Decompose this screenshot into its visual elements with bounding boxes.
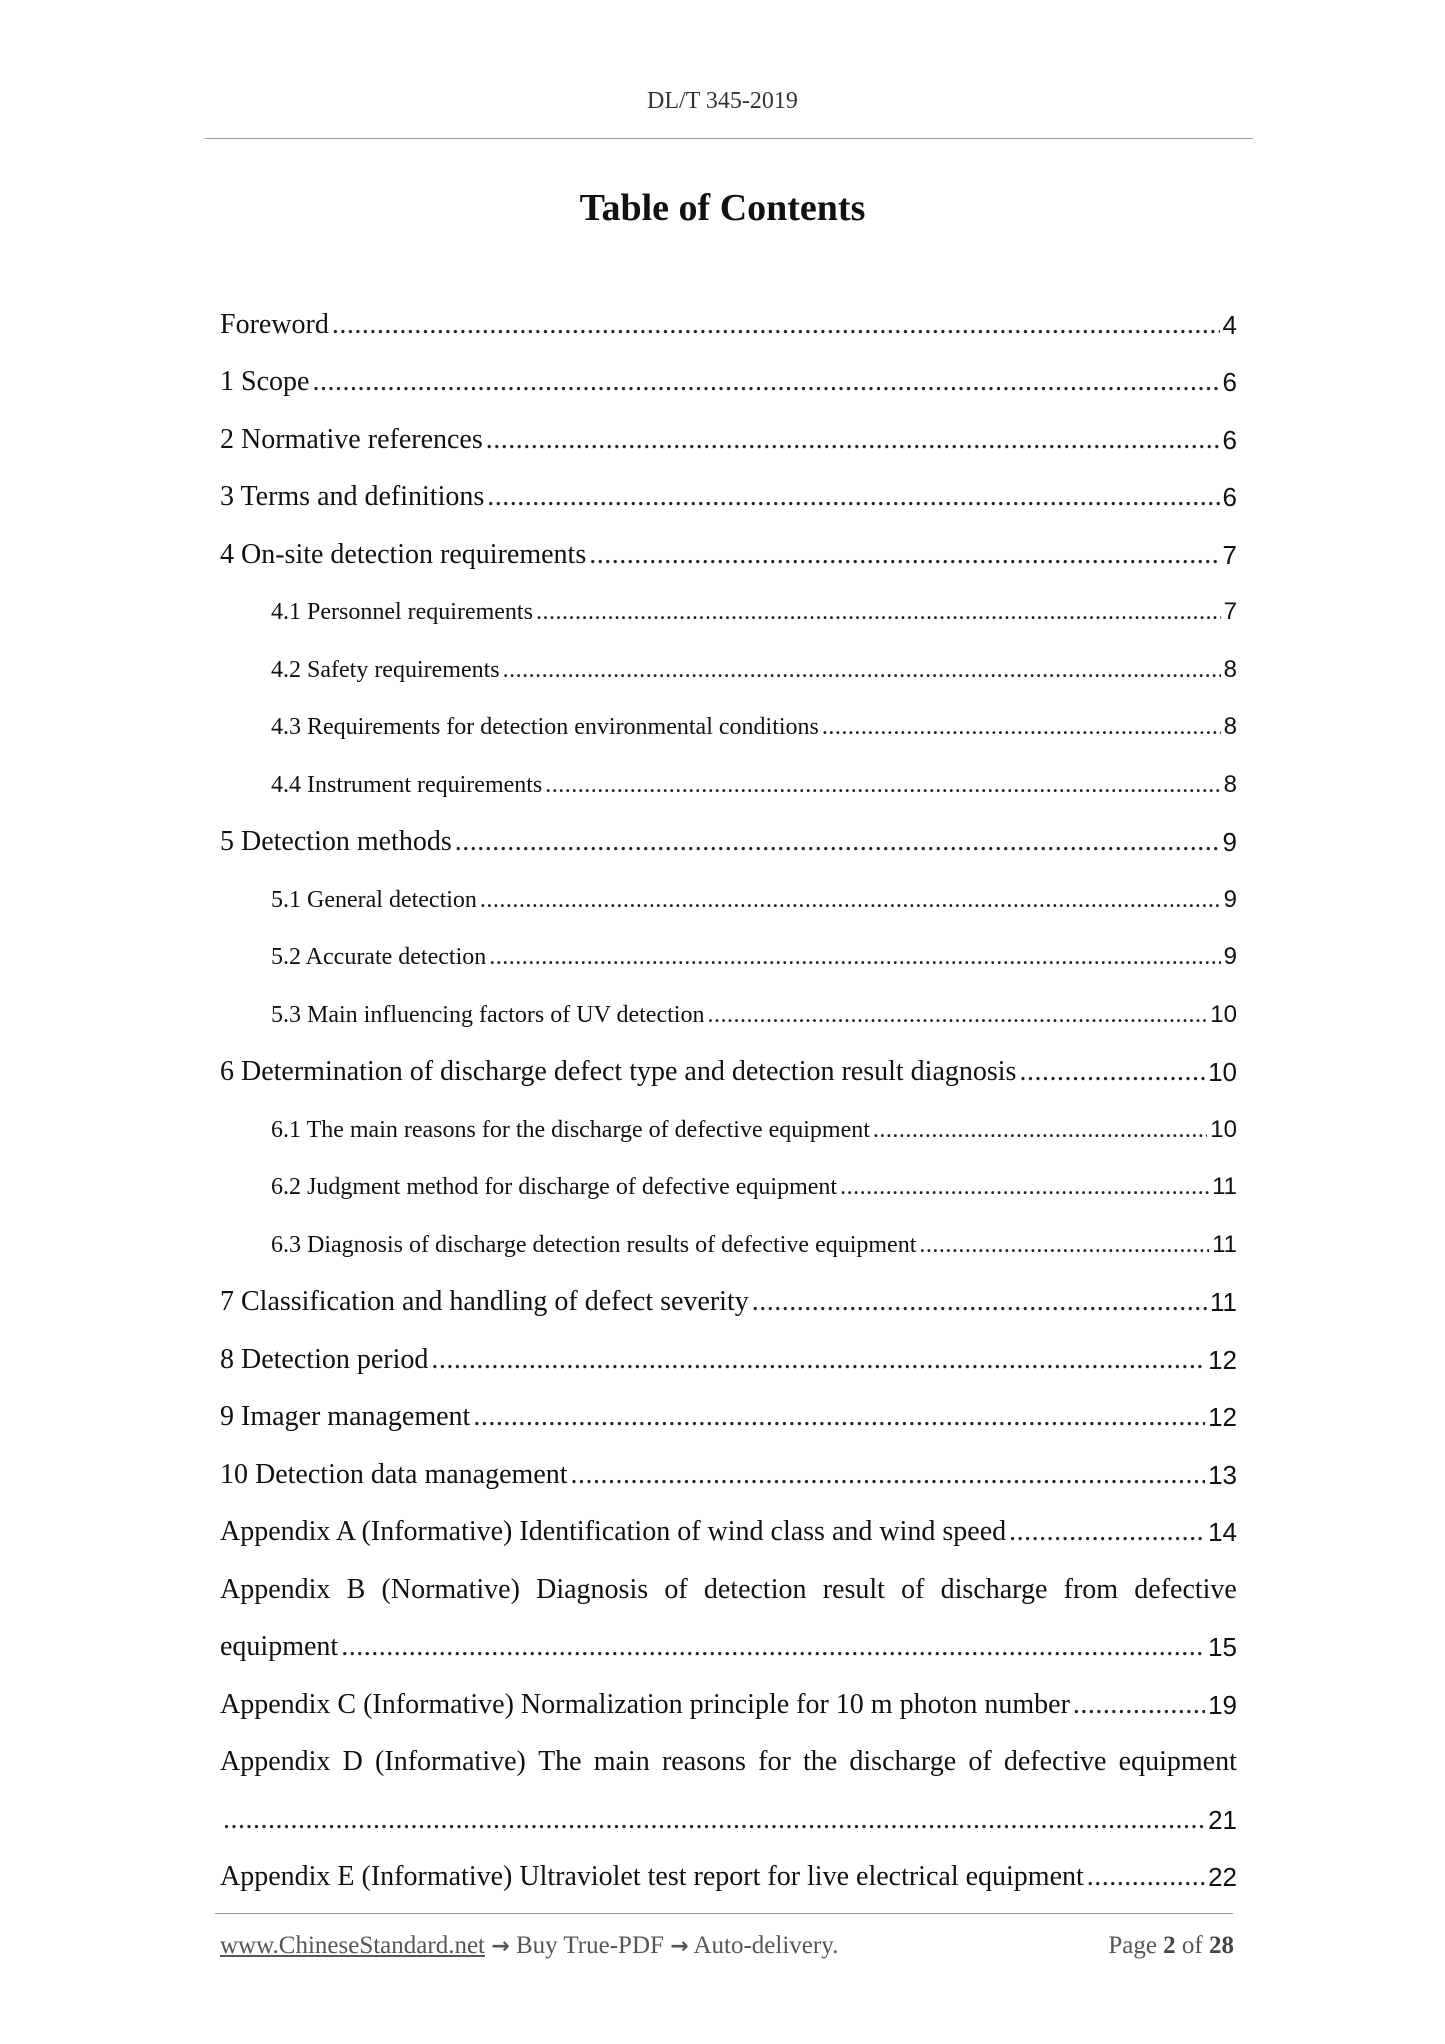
toc-entry-wrapped-line[interactable] xyxy=(220,1559,1237,1617)
toc-label: Appendix A (Informative) Identification of wind class and wind speed xyxy=(220,1516,1007,1547)
toc-page-number: 12 xyxy=(1208,1402,1237,1432)
toc-entry[interactable] xyxy=(220,582,1237,640)
toc-entry[interactable] xyxy=(220,1214,1237,1272)
toc-page-number: 15 xyxy=(1208,1632,1237,1662)
toc-label-word: of xyxy=(901,1573,925,1605)
toc-leader-dots xyxy=(312,365,1219,399)
toc-page-number: 9 xyxy=(1223,943,1237,970)
toc-label-word: detection xyxy=(703,1573,807,1605)
footer-left xyxy=(220,1932,838,1960)
toc-label: 2 Normative references xyxy=(220,423,483,455)
toc-page-number: 13 xyxy=(1208,1459,1237,1490)
toc-leader-dots xyxy=(707,998,1207,1032)
toc-entry[interactable] xyxy=(220,1272,1237,1330)
toc-leader-dots xyxy=(571,1458,1206,1492)
toc-label: 4.1 Personnel requirements xyxy=(271,599,533,625)
toc-label: 5.2 Accurate detection xyxy=(271,944,487,970)
toc-leader-dots xyxy=(589,538,1219,572)
toc-page-number: 19 xyxy=(1208,1689,1237,1720)
toc-leader-dots xyxy=(1009,1515,1205,1549)
toc-label: Foreword xyxy=(220,308,329,340)
toc-label: 5 Detection methods xyxy=(220,826,452,857)
footer-site-link[interactable]: www.ChineseStandard.net xyxy=(220,1932,485,1959)
toc-label: Appendix C (Informative) Normalization principle for 10 m photon number xyxy=(220,1688,1070,1720)
toc-leader-dots xyxy=(1019,1055,1205,1089)
toc-leader-dots xyxy=(480,883,1221,917)
toc-label: 4.3 Requirements for detection environmental conditions xyxy=(271,714,819,740)
toc-leader-dots xyxy=(1073,1688,1205,1722)
toc-label-word: Appendix xyxy=(220,1573,331,1605)
toc-entry[interactable] xyxy=(220,352,1237,410)
toc-label-word: main xyxy=(593,1746,650,1777)
toc-leader-dots xyxy=(223,1803,1205,1837)
toc-label-word: defective xyxy=(1003,1746,1107,1777)
toc-label-word: (Normative) xyxy=(381,1573,520,1605)
toc-page-number: 8 xyxy=(1223,713,1237,740)
toc-label: 4 On-site detection requirements xyxy=(220,538,587,570)
toc-page-number: 7 xyxy=(1223,598,1237,625)
toc-leader-dots xyxy=(332,308,1220,342)
arrow-right-icon: → xyxy=(491,1934,510,1959)
toc-page-number: 9 xyxy=(1222,827,1237,857)
toc-entry[interactable] xyxy=(220,524,1237,582)
table-of-contents xyxy=(220,294,1237,1904)
toc-page-number: 12 xyxy=(1208,1344,1237,1375)
toc-label: 6.3 Diagnosis of discharge detection results of defective equipment xyxy=(271,1231,917,1258)
toc-label-word: the xyxy=(802,1746,838,1777)
toc-entry[interactable] xyxy=(220,1617,1237,1675)
toc-entry[interactable] xyxy=(220,697,1237,755)
toc-label: 5.1 General detection xyxy=(271,886,477,913)
toc-entry[interactable] xyxy=(220,1444,1237,1502)
footer-buy-text: Buy True-PDF xyxy=(515,1932,664,1959)
toc-label-word: B xyxy=(346,1573,366,1605)
toc-label-word: for xyxy=(758,1746,791,1777)
toc-entry[interactable] xyxy=(220,984,1237,1042)
toc-label: 3 Terms and definitions xyxy=(220,481,485,512)
toc-label: 6 Determination of discharge defect type and detection result diagnosis xyxy=(220,1056,1017,1087)
toc-label: 8 Detection period xyxy=(220,1343,429,1375)
toc-entry[interactable] xyxy=(220,639,1237,697)
arrow-right-icon: → xyxy=(670,1934,689,1959)
toc-page-number: 11 xyxy=(1212,1230,1237,1258)
toc-label-word: The xyxy=(538,1746,582,1777)
toc-entry[interactable] xyxy=(220,1789,1237,1847)
footer-delivery-text: Auto-delivery. xyxy=(693,1932,839,1959)
toc-page-number: 7 xyxy=(1222,539,1237,570)
page-total: 28 xyxy=(1209,1932,1234,1959)
toc-page-number: 6 xyxy=(1222,482,1237,512)
toc-label-word: result xyxy=(822,1573,885,1605)
toc-leader-dots xyxy=(473,1400,1205,1434)
toc-entry[interactable] xyxy=(220,294,1237,352)
toc-title: Table of Contents xyxy=(579,187,866,229)
page-indicator xyxy=(1108,1932,1234,1960)
toc-label: 6.1 The main reasons for the discharge of defective equipment xyxy=(271,1116,870,1143)
header-rule xyxy=(205,138,1253,139)
footer xyxy=(220,1932,1234,1960)
toc-entry[interactable] xyxy=(220,1502,1237,1560)
toc-label-word: defective xyxy=(1134,1573,1237,1605)
toc-page-number: 14 xyxy=(1208,1517,1237,1547)
toc-page-number: 10 xyxy=(1210,1115,1237,1143)
toc-leader-dots xyxy=(503,653,1221,687)
toc-page-number: 6 xyxy=(1222,367,1237,397)
toc-entry[interactable] xyxy=(220,1847,1237,1905)
toc-entry[interactable] xyxy=(220,1157,1237,1215)
toc-page-number: 8 xyxy=(1223,770,1237,798)
toc-label: 5.3 Main influencing factors of UV detection xyxy=(271,1001,705,1028)
toc-page-number: 10 xyxy=(1210,1000,1237,1028)
toc-label: equipment xyxy=(220,1631,339,1662)
toc-label: 4.2 Safety requirements xyxy=(271,656,500,683)
toc-leader-dots xyxy=(489,940,1220,974)
toc-entry[interactable] xyxy=(220,869,1237,927)
footer-rule xyxy=(215,1913,1233,1914)
toc-label-word: Diagnosis xyxy=(536,1573,649,1605)
toc-entry[interactable] xyxy=(220,1042,1237,1100)
toc-entry[interactable] xyxy=(220,1674,1237,1732)
toc-label: 7 Classification and handling of defect severity xyxy=(220,1286,749,1317)
toc-entry[interactable] xyxy=(220,754,1237,812)
toc-page-number: 11 xyxy=(1210,1287,1237,1317)
toc-label-word: reasons xyxy=(661,1746,746,1777)
toc-page-number: 6 xyxy=(1222,424,1237,455)
toc-label-word: Appendix xyxy=(220,1746,331,1777)
toc-page-number: 21 xyxy=(1208,1804,1237,1835)
toc-label: 1 Scope xyxy=(220,366,310,397)
page-of: of xyxy=(1181,1932,1203,1959)
toc-entry[interactable] xyxy=(220,1387,1237,1445)
toc-leader-dots xyxy=(873,1113,1207,1147)
toc-label-word: D xyxy=(342,1746,363,1777)
page-prefix: Page xyxy=(1108,1932,1157,1959)
toc-entry[interactable] xyxy=(220,467,1237,525)
toc-label-word: of xyxy=(664,1573,688,1605)
toc-label: Appendix E (Informative) Ultraviolet test report for live electrical equipment xyxy=(220,1861,1084,1892)
toc-label-word: equipment xyxy=(1118,1746,1237,1777)
toc-leader-dots xyxy=(919,1228,1209,1262)
toc-leader-dots xyxy=(536,595,1221,629)
toc-page-number: 4 xyxy=(1222,309,1237,340)
toc-label-word: discharge xyxy=(940,1573,1048,1605)
toc-label-word: of xyxy=(968,1746,992,1777)
toc-label: 4.4 Instrument requirements xyxy=(271,771,543,798)
toc-leader-dots xyxy=(455,825,1220,859)
toc-label-word: from xyxy=(1063,1573,1119,1605)
toc-entry[interactable] xyxy=(220,1329,1237,1387)
toc-label-word: discharge xyxy=(849,1746,957,1777)
toc-entry[interactable] xyxy=(220,927,1237,985)
toc-page-number: 11 xyxy=(1212,1173,1237,1200)
toc-page-number: 10 xyxy=(1208,1057,1237,1087)
toc-page-number: 9 xyxy=(1223,885,1237,913)
toc-leader-dots xyxy=(752,1285,1207,1319)
toc-entry[interactable] xyxy=(220,1099,1237,1157)
toc-label: 10 Detection data management xyxy=(220,1458,568,1490)
toc-entry-wrapped-line[interactable] xyxy=(220,1732,1237,1790)
toc-leader-dots xyxy=(341,1630,1205,1664)
toc-entry[interactable] xyxy=(220,409,1237,467)
toc-leader-dots xyxy=(1087,1860,1205,1894)
doc-code-header: DL/T 345-2019 xyxy=(647,88,798,114)
toc-label: 9 Imager management xyxy=(220,1401,471,1432)
toc-label: 6.2 Judgment method for discharge of defective equipment xyxy=(271,1174,838,1200)
toc-leader-dots xyxy=(840,1170,1209,1204)
toc-entry[interactable] xyxy=(220,812,1237,870)
toc-page-number: 8 xyxy=(1223,655,1237,683)
toc-label-word: (Informative) xyxy=(375,1746,526,1777)
toc-leader-dots xyxy=(431,1343,1205,1377)
toc-page-number: 22 xyxy=(1208,1862,1237,1892)
toc-leader-dots xyxy=(545,768,1220,802)
toc-leader-dots xyxy=(487,480,1219,514)
page-current: 2 xyxy=(1163,1932,1176,1959)
toc-leader-dots xyxy=(486,423,1220,457)
toc-leader-dots xyxy=(822,710,1221,744)
